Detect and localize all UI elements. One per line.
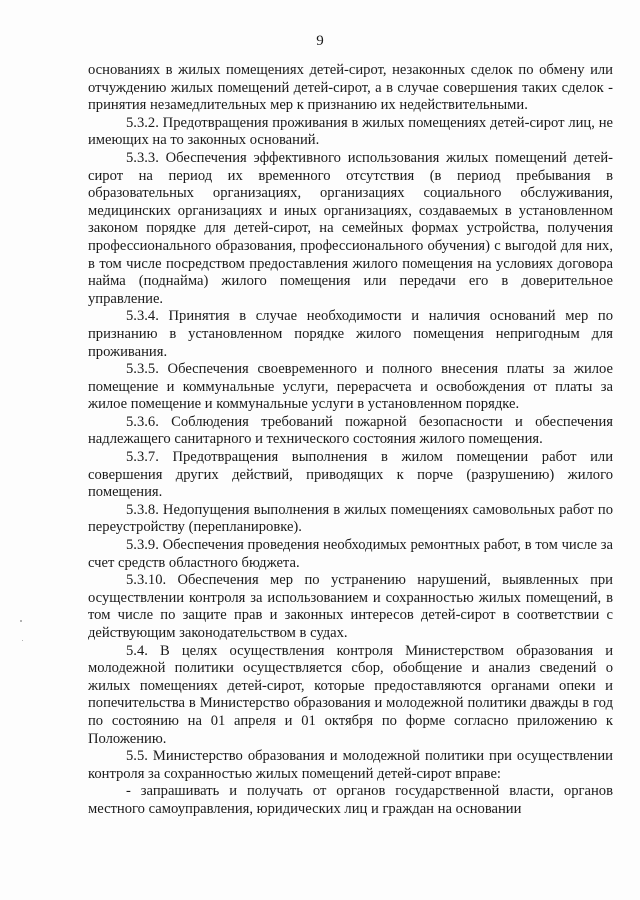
paragraph-5-3-7: 5.3.7. Предотвращения выполнения в жилом помещении работ или совершения других действий, приводящих к порче (разрушению) жилого помещения. — [88, 449, 613, 501]
paragraph-5-3-5: 5.3.5. Обеспечения своевременного и полного внесения платы за жилое помещение и коммунальные услуги, перерасчета и освобождения от платы за жилое помещение и коммунальные услуги в установленном порядке. — [88, 361, 613, 413]
paragraph-5-3-2: 5.3.2. Предотвращения проживания в жилых помещениях детей-сирот лиц, не имеющих на то законных оснований. — [88, 114, 613, 149]
paragraph-5-3-3: 5.3.3. Обеспечения эффективного использования жилых помещений детей-сирот на период их временного отсутствия (в период пребывания в образовательных организациях, организациях социального обслуживания, медицинских организациях и иных организациях, создаваемых в установленном законом порядке для детей-сирот, на семейных формах устройства, получения профессионального образования, профессионального обучения) с выгодой для них, в том числе посредством предоставления жилого помещения на условиях договора найма (поднайма) жилого помещения или передачи его в доверительное управление. — [88, 149, 613, 307]
scan-dust-mark — [22, 640, 23, 641]
paragraph-5-3-10: 5.3.10. Обеспечения мер по устранению нарушений, выявленных при осуществлении контроля за использованием и сохранностью жилых помещений, в том числе по защите прав и законных интересов детей-сирот в соответствии с действующим законодательством в судах. — [88, 572, 613, 641]
document-body — [88, 62, 613, 819]
paragraph-5-5-item-1: - запрашивать и получать от органов государственной власти, органов местного самоуправления, юридических лиц и граждан на основании — [88, 783, 613, 817]
paragraph-5-4: 5.4. В целях осуществления контроля Министерством образования и молодежной политики осуществляется сбор, обобщение и анализ сведений о жилых помещениях детей-сирот, которые предоставляются органами опеки и попечительства в Министерство образования и молодежной политики дважды в год по состоянию на 01 апреля и 01 октября по форме согласно приложению к Положению. — [88, 642, 613, 747]
paragraph-5-3-6: 5.3.6. Соблюдения требований пожарной безопасности и обеспечения надлежащего санитарного и технического состояния жилого помещения. — [88, 413, 613, 448]
paragraph-5-3-9: 5.3.9. Обеспечения проведения необходимых ремонтных работ, в том числе за счет средств областного бюджета. — [88, 537, 613, 571]
paragraph-5-5: 5.5. Министерство образования и молодежной политики при осуществлении контроля за сохранностью жилых помещений детей-сирот вправе: — [88, 748, 613, 782]
paragraph-5-3-8: 5.3.8. Недопущения выполнения в жилых помещениях самовольных работ по переустройству (перепланировке). — [88, 501, 613, 536]
paragraph-5-3-4: 5.3.4. Принятия в случае необходимости и наличия оснований мер по признанию в установленном порядке жилого помещения непригодным для проживания. — [88, 308, 613, 360]
scan-dust-mark — [20, 620, 22, 622]
page-number: 9 — [316, 33, 324, 49]
paragraph-continuation: основаниях в жилых помещениях детей-сирот, незаконных сделок по обмену или отчуждению жилых помещений детей-сирот, а в случае совершения таких сделок - принятия незамедлительных мер к признанию их недействительными. — [88, 62, 613, 114]
